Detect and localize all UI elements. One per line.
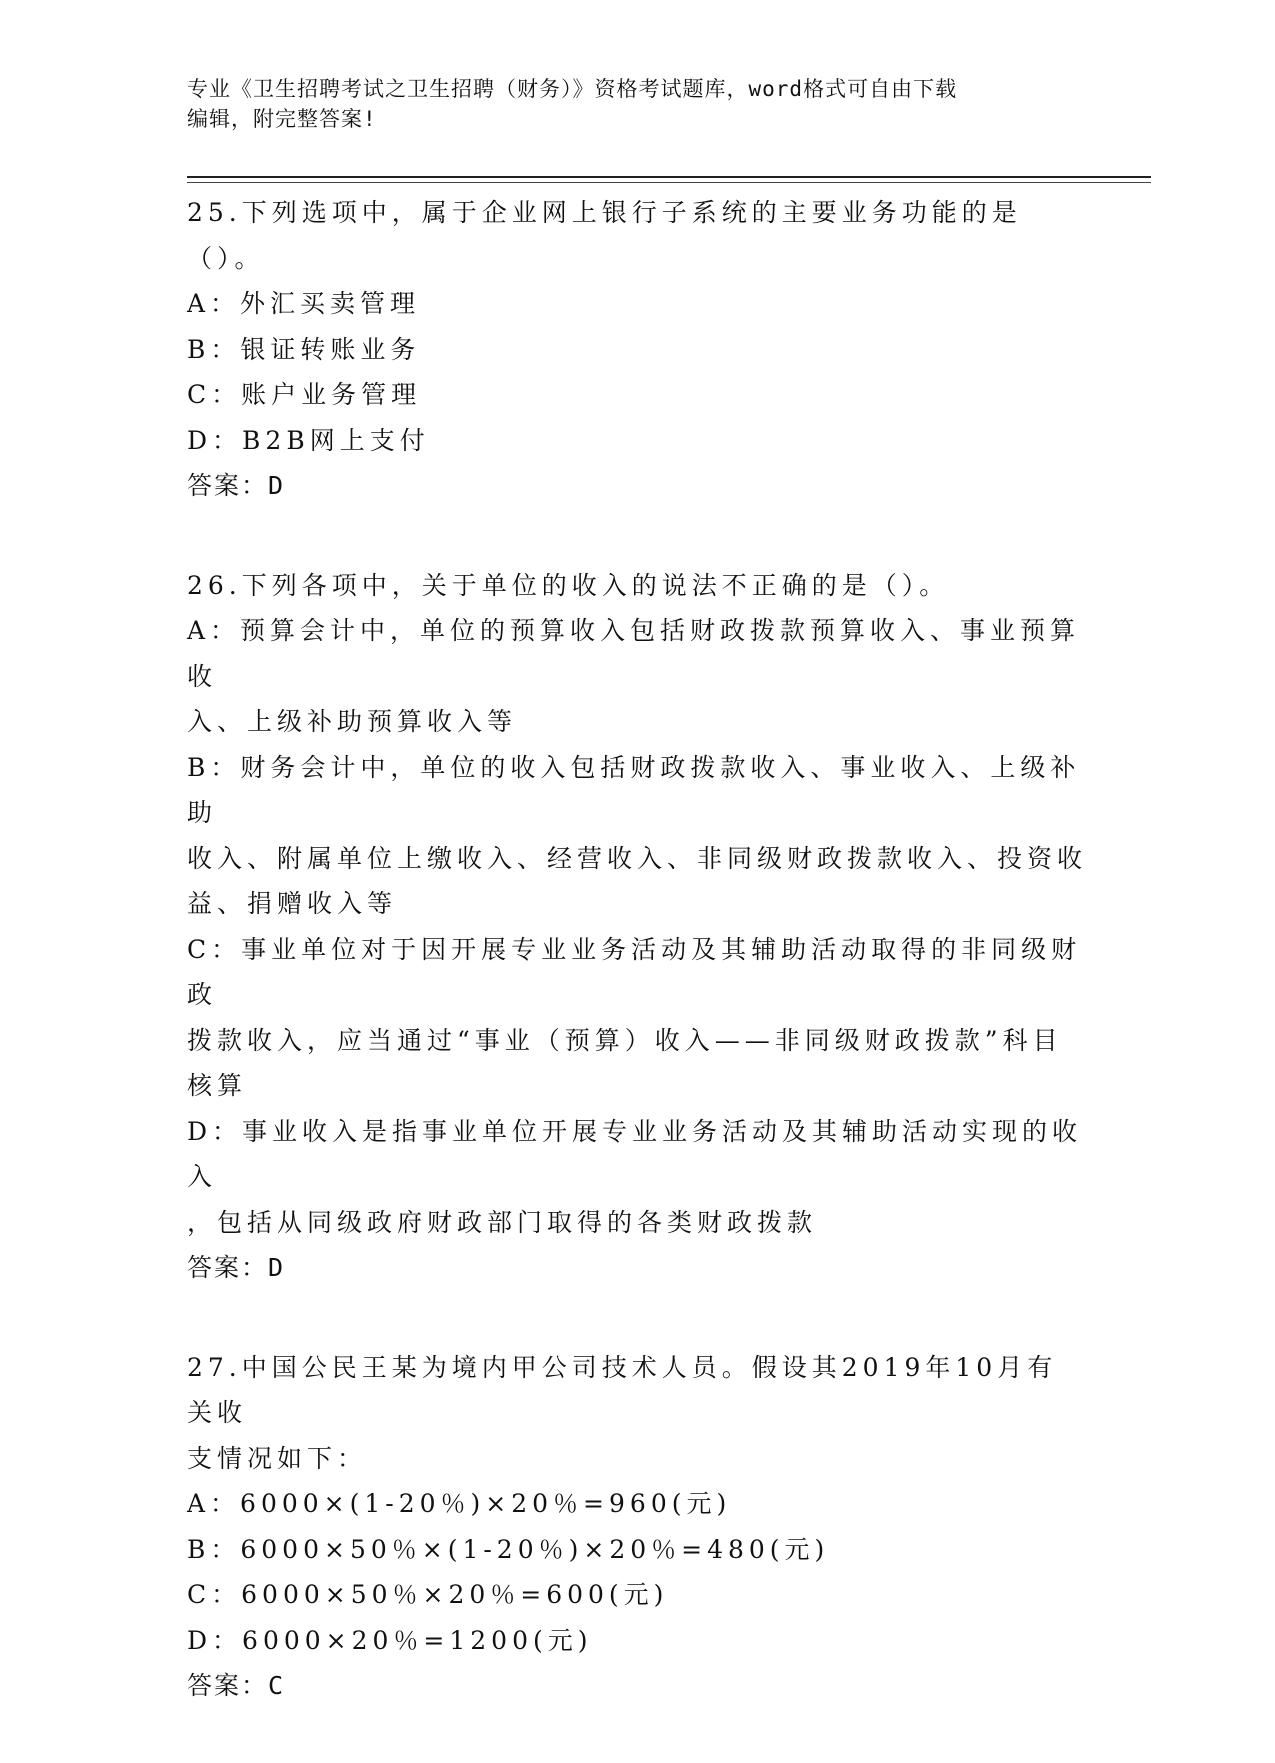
question-list (187, 190, 1087, 1763)
option-text-line: A：6000×(1-20％)×20％=960(元) (187, 1489, 732, 1518)
option-d (187, 418, 1087, 464)
header-divider-thick (187, 176, 1151, 178)
question-3 (187, 1345, 1087, 1709)
option-c (187, 372, 1087, 418)
question-stem-line: 27.中国公民王某为境内甲公司技术人员。假设其2019年10月有关收 (187, 1352, 1058, 1427)
header-divider-thin (187, 182, 1151, 183)
option-d (187, 1618, 1087, 1664)
question-stem-line: 支情况如下： (187, 1443, 368, 1473)
question-1 (187, 190, 1087, 509)
option-text-line: 拨款收入，应当通过“事业（预算）收入——非同级财政拨款”科目 (187, 1025, 1063, 1055)
option-text-line: ，包括从同级政府财政部门取得的各类财政拨款 (187, 1207, 818, 1237)
option-b (187, 1527, 1087, 1573)
option-text-line: C：6000×50％×20％=600(元) (187, 1580, 669, 1609)
option-a (187, 608, 1087, 745)
option-text-line: B：银证转账业务 (187, 334, 421, 364)
option-text-line: B：6000×50％×(1-20％)×20％=480(元) (187, 1534, 830, 1564)
document-header (187, 74, 1067, 134)
option-text-line: A：外汇买卖管理 (187, 289, 421, 318)
question-2 (187, 563, 1087, 1291)
question-stem-line: 25.下列选项中，属于企业网上银行子系统的主要业务功能的是（）。 (187, 198, 1022, 273)
option-c (187, 927, 1087, 1109)
header-line-2: 编辑，附完整答案! (187, 107, 377, 131)
option-b (187, 745, 1087, 927)
answer-label: 答案：D (187, 471, 286, 500)
option-text-line: D：B2B网上支付 (187, 425, 430, 455)
option-text-line: D：事业收入是指事业单位开展专业业务活动及其辅助活动实现的收入 (187, 1116, 1083, 1191)
header-line-1: 专业《卫生招聘考试之卫生招聘（财务）》资格考试题库，word格式可自由下载 (187, 77, 958, 101)
option-text-line: C：事业单位对于因开展专业业务活动及其辅助活动取得的非同级财政 (187, 934, 1082, 1009)
answer-label: 答案：C (187, 1671, 286, 1700)
option-text-line: C：账户业务管理 (187, 380, 422, 409)
answer-label: 答案：D (187, 1253, 286, 1282)
question-stem-line: 26.下列各项中，关于单位的收入的说法不正确的是（）。 (187, 570, 950, 600)
option-c (187, 1572, 1087, 1618)
option-a (187, 281, 1087, 327)
option-text-line: B：财务会计中，单位的收入包括财政拨款收入、事业收入、上级补助 (187, 752, 1081, 827)
option-text-line: 入、上级补助预算收入等 (187, 707, 518, 736)
option-text-line: A：预算会计中，单位的预算收入包括财政拨款预算收入、事业预算收 (187, 616, 1081, 691)
option-text-line: 核算 (187, 1071, 248, 1100)
option-d (187, 1109, 1087, 1246)
option-b (187, 327, 1087, 373)
option-a (187, 1481, 1087, 1527)
option-text-line: 益、捐赠收入等 (187, 889, 398, 918)
option-text-line: D：6000×20％=1200(元) (187, 1625, 593, 1655)
option-text-line: 收入、附属单位上缴收入、经营收入、非同级财政拨款收入、投资收 (187, 843, 1088, 873)
